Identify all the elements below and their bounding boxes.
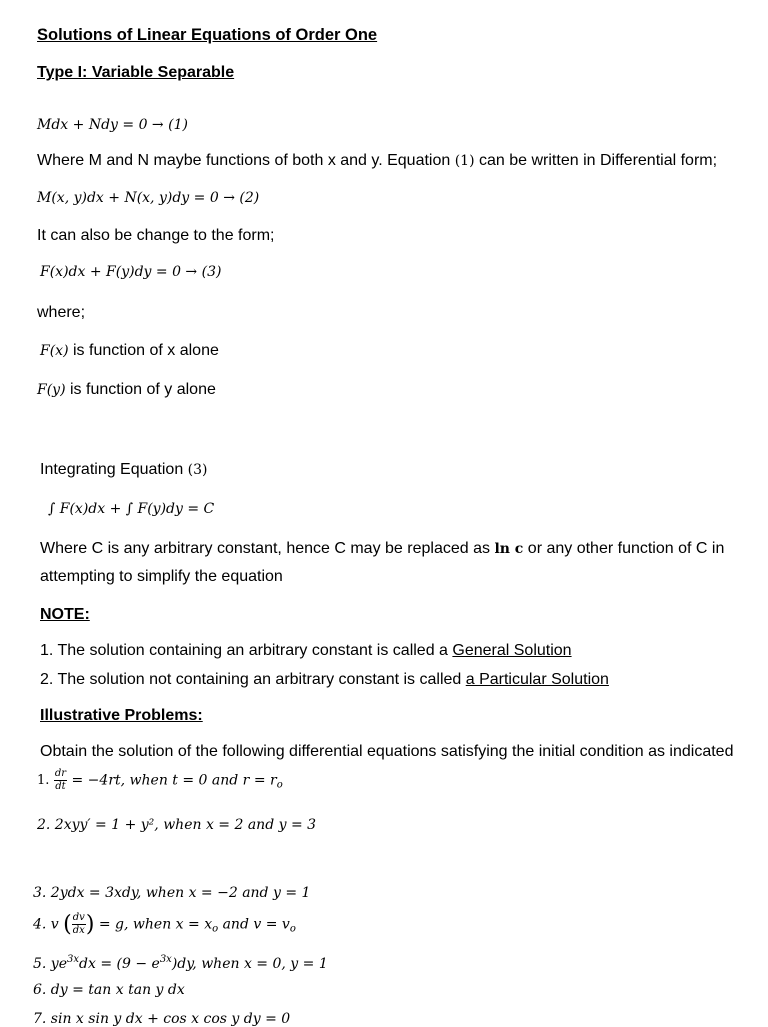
fy-symbol: F(y) bbox=[37, 382, 66, 398]
where-label: where; bbox=[37, 304, 86, 321]
note-item-1-text: 1. The solution containing an arbitrary constant is called a bbox=[40, 642, 453, 659]
problem-4-text-b: = g, when x = x bbox=[94, 916, 213, 933]
obtain-instruction: Obtain the solution of the following differential equations satisfying the initial condition as indicated bbox=[40, 743, 734, 760]
general-solution-term: General Solution bbox=[452, 642, 572, 659]
equation-ref-3: (3) bbox=[187, 462, 208, 478]
paragraph-3-text-b: or any other function of C in bbox=[523, 540, 725, 557]
problem-1-subscript: o bbox=[276, 779, 283, 791]
paragraph-3-text-a: Where C is any arbitrary constant, hence C may be replaced as bbox=[40, 540, 495, 557]
problem-1-fraction bbox=[54, 768, 67, 793]
fy-definition bbox=[37, 381, 216, 399]
problem-5-sup-1: 3x bbox=[67, 954, 80, 965]
problem-4-subscript-1: o bbox=[212, 923, 219, 935]
problem-4-text-a: 4. v bbox=[33, 916, 64, 933]
right-paren-icon: ) bbox=[85, 912, 95, 937]
paragraph-1 bbox=[37, 152, 717, 170]
problem-4-frac-den: dx bbox=[72, 925, 85, 936]
problem-7: 7. sin x sin y dx + cos x cos y dy = 0 bbox=[33, 1011, 291, 1027]
equation-1: Mdx + Ndy = 0 → (1) bbox=[37, 117, 188, 133]
problem-4 bbox=[33, 912, 296, 937]
problem-3: 3. 2ydx = 3xdy, when x = −2 and y = 1 bbox=[33, 885, 311, 901]
paragraph-3 bbox=[40, 540, 724, 558]
fx-definition bbox=[40, 342, 219, 360]
paragraph-1-text-b: can be written in Differential form; bbox=[474, 152, 718, 169]
problem-4-fraction bbox=[72, 912, 86, 937]
fy-text: is function of y alone bbox=[65, 381, 216, 398]
equation-2: M(x, y)dx + N(x, y)dy = 0 → (2) bbox=[37, 190, 260, 206]
problem-1-frac-den: dt bbox=[55, 781, 66, 792]
problem-5-text-c: )dy, when x = 0, y = 1 bbox=[171, 956, 328, 972]
problem-1 bbox=[37, 768, 283, 793]
equation-4: ∫ F(x)dx + ∫ F(y)dy = C bbox=[48, 501, 215, 517]
problem-2: 2. 2xyy′ = 1 + y², when x = 2 and y = 3 bbox=[37, 817, 317, 833]
type1-heading: Type I: Variable Separable bbox=[37, 64, 235, 81]
note-item-2-text: 2. The solution not containing an arbitrary constant is called bbox=[40, 671, 466, 688]
problem-6: 6. dy = tan x tan y dx bbox=[33, 982, 185, 998]
problem-1-frac-num: dr bbox=[54, 768, 67, 779]
problem-5-text-b: dx = (9 − e bbox=[79, 956, 160, 972]
fx-symbol: F(x) bbox=[40, 343, 69, 359]
note-item-1 bbox=[40, 642, 572, 660]
equation-ref-1: (1) bbox=[454, 153, 475, 169]
left-paren-icon: ( bbox=[63, 912, 72, 937]
fx-text: is function of x alone bbox=[68, 342, 219, 359]
illustrative-heading: Illustrative Problems: bbox=[40, 707, 203, 724]
page-title: Solutions of Linear Equations of Order One bbox=[37, 26, 378, 44]
problem-4-subscript-2: o bbox=[289, 923, 296, 935]
problem-5 bbox=[33, 954, 328, 972]
problem-1-text: = −4rt, when t = 0 and r = r bbox=[71, 772, 277, 789]
problem-1-number: 1. bbox=[37, 773, 50, 788]
problem-4-text-c: and v = v bbox=[218, 916, 290, 933]
equation-3: F(x)dx + F(y)dy = 0 → (3) bbox=[40, 264, 222, 280]
note-heading: NOTE: bbox=[40, 606, 90, 623]
paragraph-1-text-a: Where M and N maybe functions of both x and y. Equation bbox=[37, 152, 455, 169]
note-item-2 bbox=[40, 671, 609, 689]
paragraph-2: It can also be change to the form; bbox=[37, 227, 275, 244]
integrating-text: Integrating Equation bbox=[40, 461, 188, 478]
integrating-line bbox=[40, 461, 208, 479]
ln-c: ln c bbox=[494, 541, 524, 557]
problem-4-frac-num: dv bbox=[72, 912, 85, 923]
paragraph-3-cont: attempting to simplify the equation bbox=[40, 568, 283, 585]
particular-solution-term: a Particular Solution bbox=[465, 671, 609, 688]
problem-5-text-a: 5. ye bbox=[33, 956, 68, 972]
problem-5-sup-2: 3x bbox=[159, 954, 172, 965]
